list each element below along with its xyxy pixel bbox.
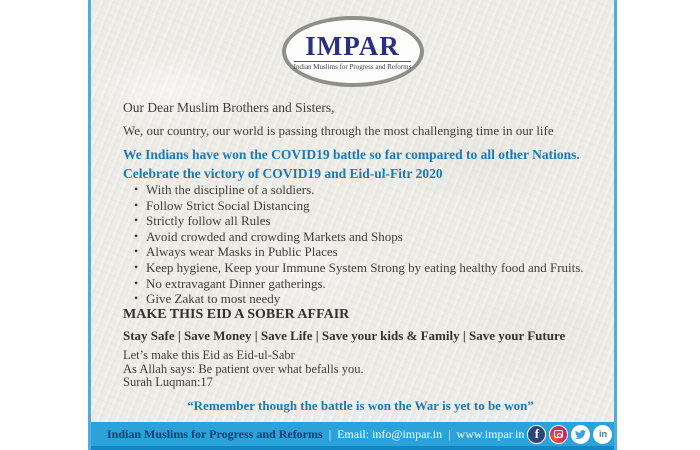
- logo-tagline: Indian Muslims for Progress and Reforms: [293, 62, 412, 71]
- instagram-icon: [549, 425, 568, 444]
- list-item: • With the discipline of a soldiers.: [123, 182, 598, 198]
- list-item: • Follow Strict Social Distancing: [123, 198, 598, 214]
- highlight-heading: [123, 146, 598, 183]
- intro-text: We, our country, our world is passing through the most challenging time in our life: [123, 123, 554, 138]
- impar-logo: [282, 16, 424, 87]
- footer-website: www.impar.in: [456, 426, 525, 441]
- impar-flyer: [88, 0, 617, 450]
- social-icons-row: [524, 425, 612, 444]
- footer-bottom-strip: [91, 446, 614, 450]
- twitter-bird-glyph: [575, 429, 586, 440]
- list-item: • Give Zakat to most needy: [123, 291, 598, 307]
- twitter-icon: [571, 425, 590, 444]
- highlight-line-1: We Indians have won the COVID19 battle so far compared to all other Nations.: [123, 147, 580, 162]
- surah-reference: Surah Luqman:17: [123, 375, 213, 389]
- list-item: • Avoid crowded and crowding Markets and Shops: [123, 229, 598, 245]
- footer-separator: |: [328, 426, 332, 441]
- logo-acronym: IMPAR: [305, 30, 400, 61]
- allah-says-line: As Allah says: Be patient over what befalls you.: [123, 361, 364, 376]
- battle-won-quote: “Remember though the battle is won the War is yet to be won”: [187, 398, 534, 413]
- list-item: • Strictly follow all Rules: [123, 213, 598, 229]
- salutation-text: Our Dear Muslim Brothers and Sisters,: [123, 100, 335, 115]
- footer-separator: |: [448, 426, 451, 441]
- save-slogans-line: Stay Safe | Save Money | Save Life | Save your kids & Family | Save your Future: [123, 328, 566, 343]
- facebook-icon: f: [527, 425, 546, 444]
- guidelines-list: [123, 182, 598, 307]
- sober-affair-heading: MAKE THIS EID A SOBER AFFAIR: [123, 307, 350, 322]
- list-item: • No extravagant Dinner gatherings.: [123, 276, 598, 292]
- highlight-line-2: Celebrate the victory of COVID19 and Eid-ul-Fitr 2020: [123, 165, 443, 181]
- footer-bar: [91, 422, 614, 446]
- footer-org-name: Indian Muslims for Progress and Reforms: [107, 426, 323, 441]
- list-item: • Keep hygiene, Keep your Immune System Strong by eating healthy food and Fruits.: [123, 260, 598, 276]
- footer-contact-line: [107, 427, 524, 442]
- list-item: • Always wear Masks in Public Places: [123, 244, 598, 260]
- eid-ul-sabr-line: Let’s make this Eid as Eid-ul-Sabr: [123, 348, 295, 362]
- instagram-camera-glyph: [554, 430, 563, 438]
- footer-email: Email: info@impar.in: [337, 426, 443, 441]
- linkedin-icon: in: [593, 425, 612, 444]
- closing-lines: [123, 349, 598, 390]
